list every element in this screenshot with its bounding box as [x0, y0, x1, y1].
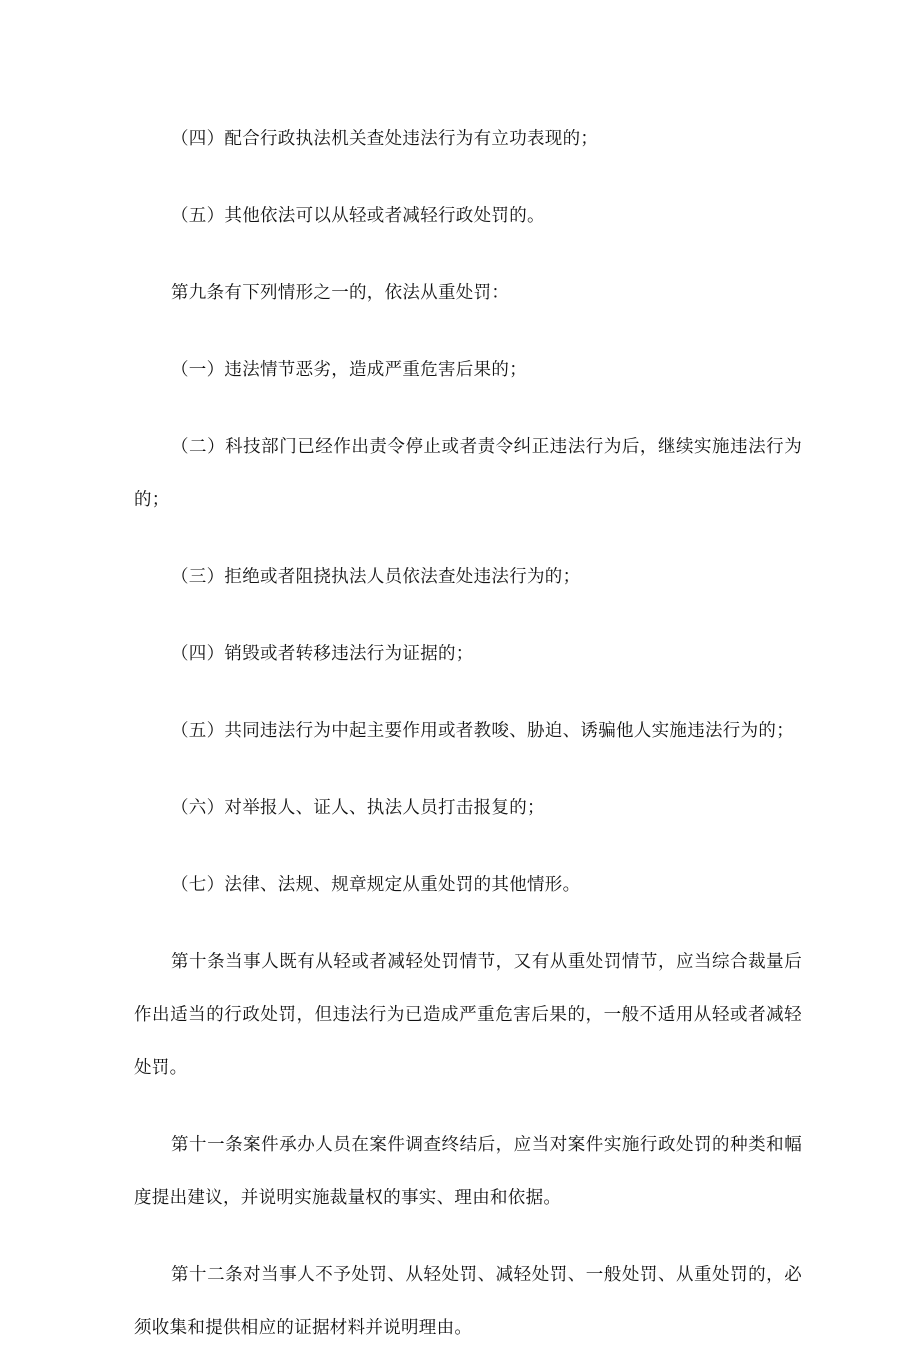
paragraph-article-9-item-2: （二）科技部门已经作出责令停止或者责令纠正违法行为后，继续实施违法行为的； — [134, 437, 802, 510]
paragraph-item-4-cooperation: （四）配合行政执法机关查处违法行为有立功表现的； — [171, 129, 599, 149]
paragraph-article-9-item-7: （七）法律、法规、规章规定从重处罚的其他情形。 — [171, 875, 581, 895]
paragraph-article-9-item-6: （六）对举报人、证人、执法人员打击报复的； — [171, 798, 545, 818]
paragraph-article-9-item-1: （一）违法情节恶劣，造成严重危害后果的； — [171, 360, 527, 380]
paragraph-article-9-item-5: （五）共同违法行为中起主要作用或者教唆、胁迫、诱骗他人实施违法行为的； — [171, 721, 794, 741]
paragraph-article-9-item-4: （四）销毁或者转移违法行为证据的； — [171, 644, 474, 664]
paragraph-item-5-other-lenient: （五）其他依法可以从轻或者减轻行政处罚的。 — [171, 206, 545, 226]
article-10-paragraph: 第十条当事人既有从轻或者减轻处罚情节，又有从重处罚情节，应当综合裁量后作出适当的行政处罚，但违法行为已造成严重危害后果的，一般不适用从轻或者减轻处罚。 — [134, 952, 802, 1078]
article-9-heading: 第九条有下列情形之一的，依法从重处罚： — [171, 283, 510, 303]
article-12-paragraph: 第十二条对当事人不予处罚、从轻处罚、减轻处罚、一般处罚、从重处罚的，必须收集和提供相应的证据材料并说明理由。 — [134, 1265, 802, 1338]
article-11-paragraph: 第十一条案件承办人员在案件调查终结后，应当对案件实施行政处罚的种类和幅度提出建议，并说明实施裁量权的事实、理由和依据。 — [134, 1135, 802, 1208]
paragraph-article-9-item-3: （三）拒绝或者阻挠执法人员依法查处违法行为的； — [171, 567, 581, 587]
